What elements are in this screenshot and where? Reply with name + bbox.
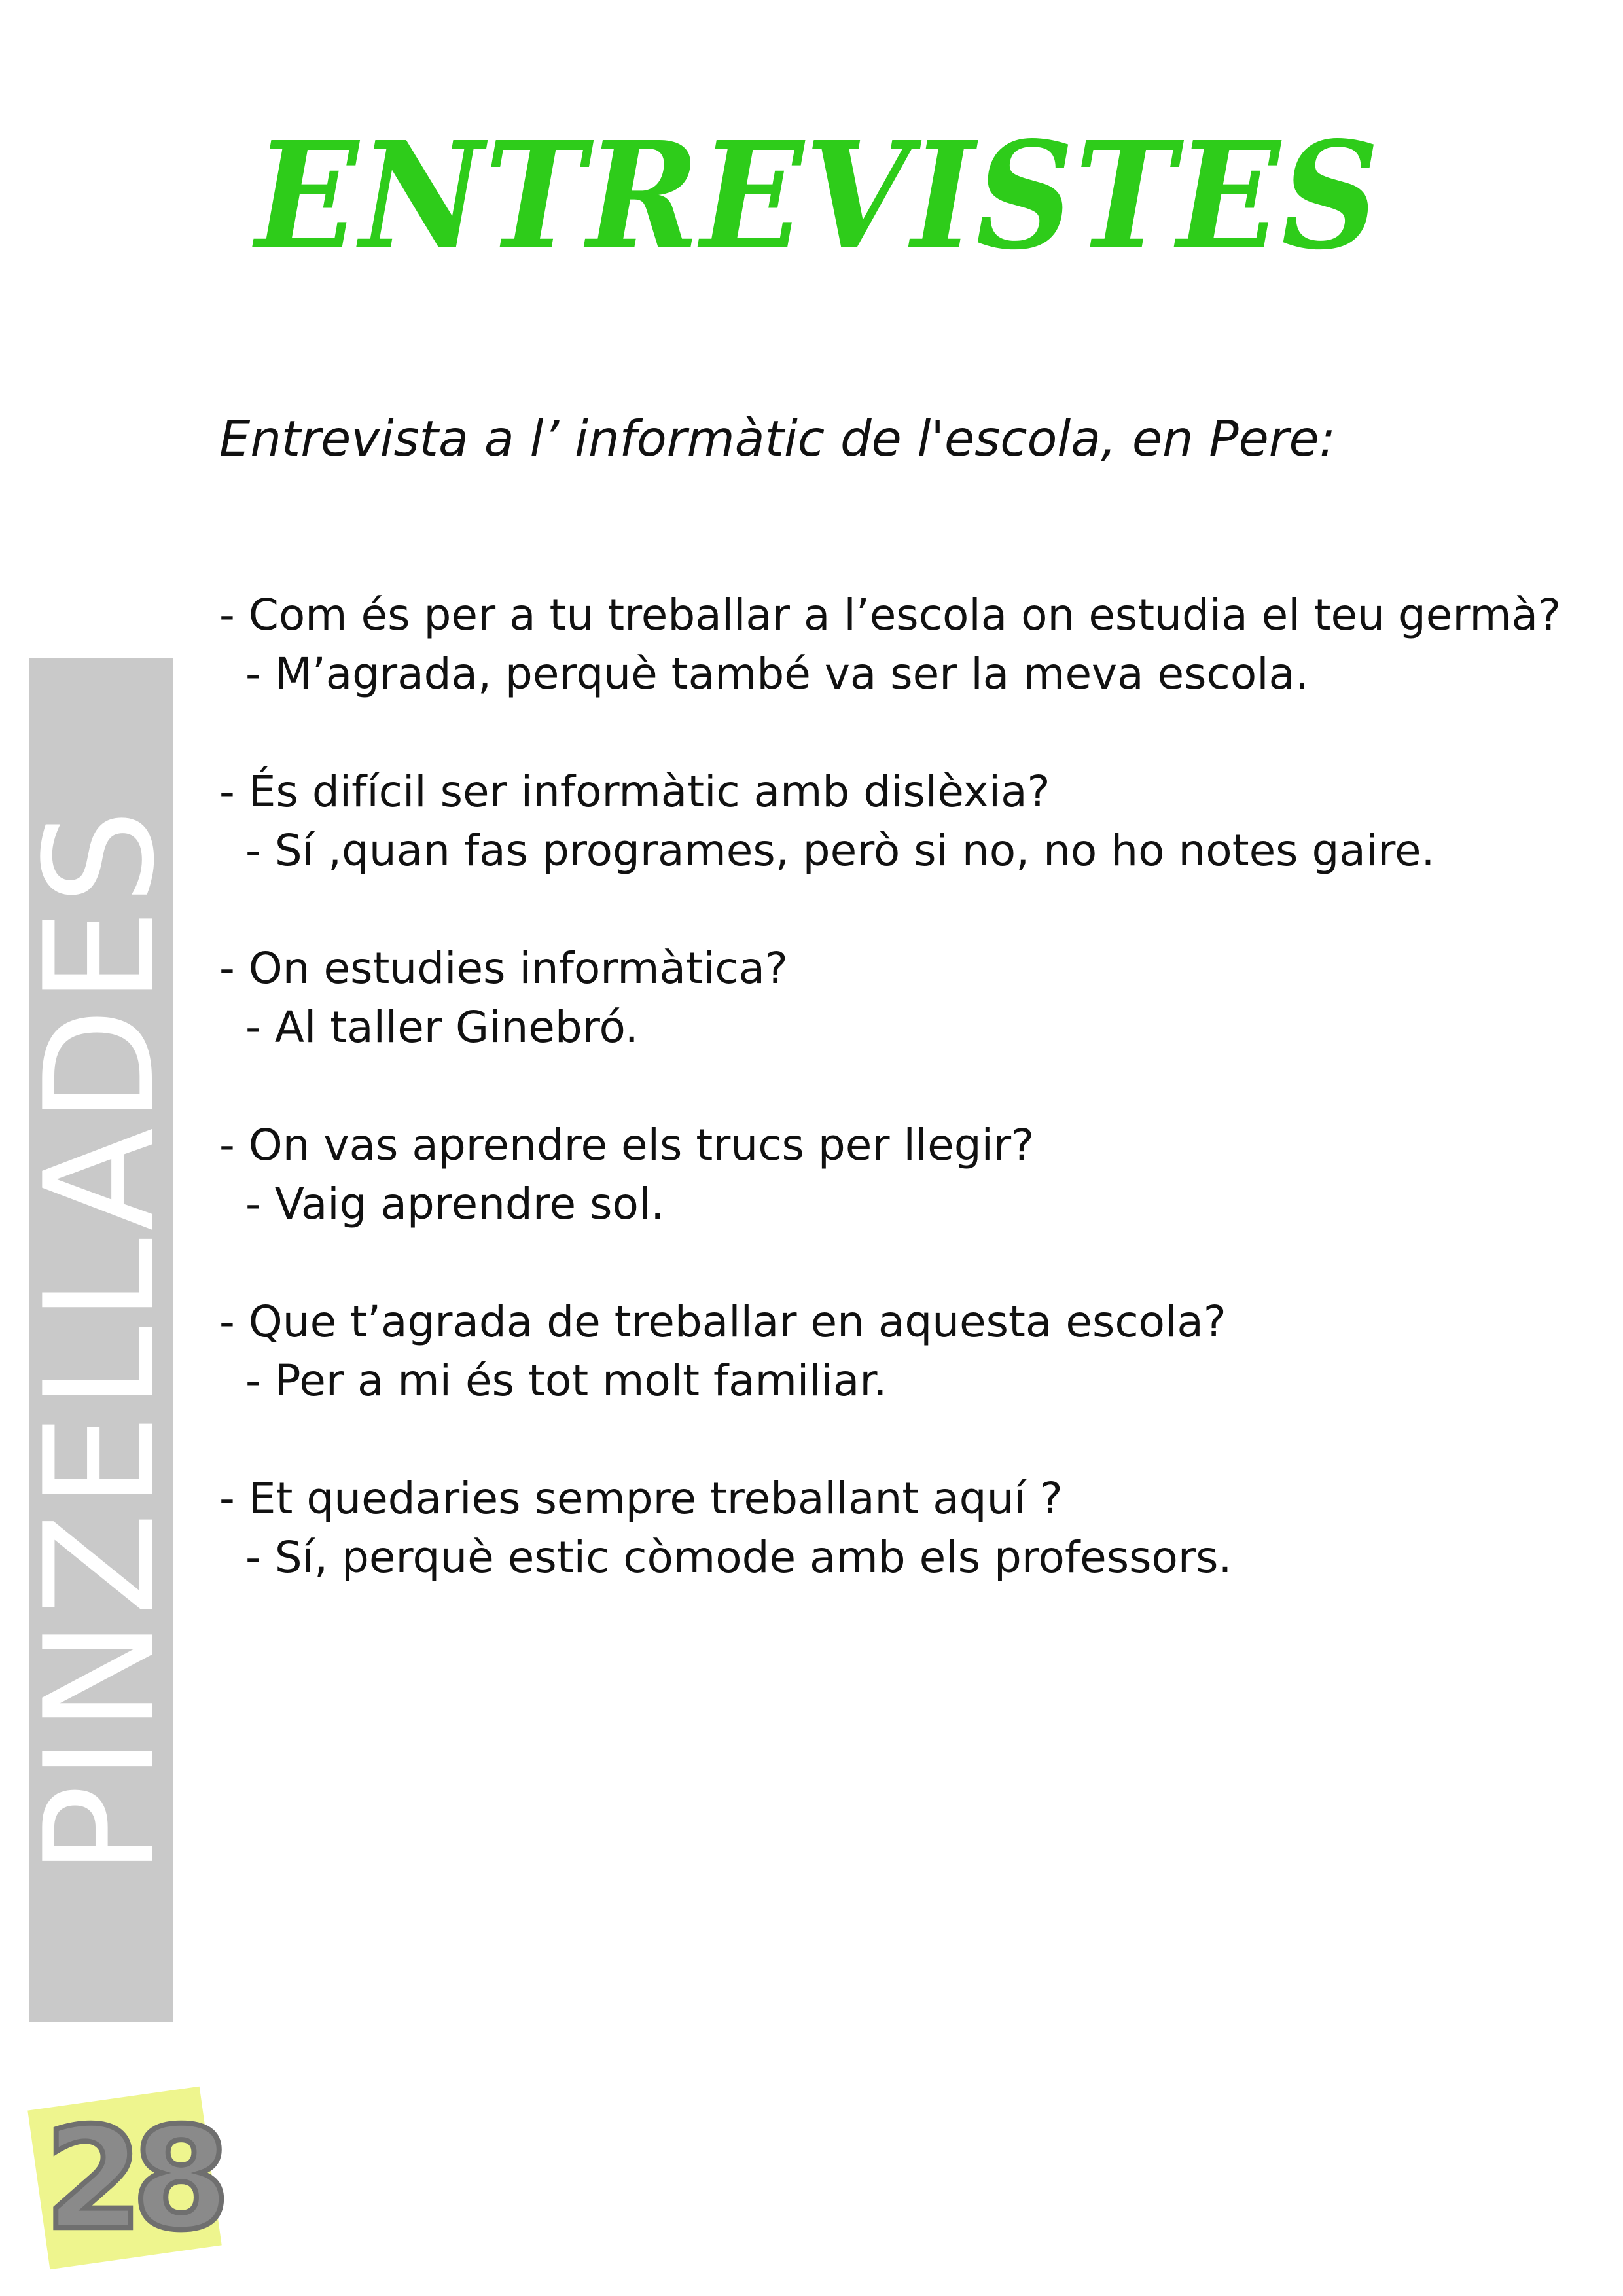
qa-item xyxy=(219,1469,1567,1646)
answer-text: - Sí ,quan fas programes, però si no, no ho notes gaire. xyxy=(245,825,1435,876)
qa-item xyxy=(219,586,1567,762)
interview-subtitle: Entrevista a l’ informàtic de l'escola, en Pere: xyxy=(219,410,1336,467)
answer-text: - Sí, perquè estic còmode amb els professors. xyxy=(245,1532,1232,1583)
question-text: - És difícil ser informàtic amb dislèxia? xyxy=(219,766,1050,817)
question-text: - Que t’agrada de treballar en aquesta escola? xyxy=(219,1297,1226,1347)
page-title: ENTREVISTES xyxy=(255,110,1381,283)
question-text: - Et quedaries sempre treballant aquí ? xyxy=(219,1473,1063,1524)
page-number: 28 xyxy=(45,2096,220,2261)
qa-item xyxy=(219,1293,1567,1469)
answer-text: - Vaig aprendre sol. xyxy=(245,1179,665,1229)
qa-item xyxy=(219,762,1567,939)
interview-list xyxy=(219,586,1567,1646)
answer-text: - M’agrada, perquè també va ser la meva escola. xyxy=(245,649,1309,699)
answer-text: - Per a mi és tot molt familiar. xyxy=(245,1355,887,1406)
qa-item xyxy=(219,939,1567,1116)
answer-text: - Al taller Ginebró. xyxy=(245,1002,639,1052)
qa-item xyxy=(219,1116,1567,1293)
publication-name: PINZELLADES xyxy=(13,805,188,1875)
question-text: - On estudies informàtica? xyxy=(219,943,788,994)
question-text: - On vas aprendre els trucs per llegir? xyxy=(219,1120,1035,1170)
side-band xyxy=(13,658,188,2022)
question-text: - Com és per a tu treballar a l’escola on estudia el teu germà? xyxy=(219,590,1561,640)
page-number-badge xyxy=(27,2087,222,2269)
